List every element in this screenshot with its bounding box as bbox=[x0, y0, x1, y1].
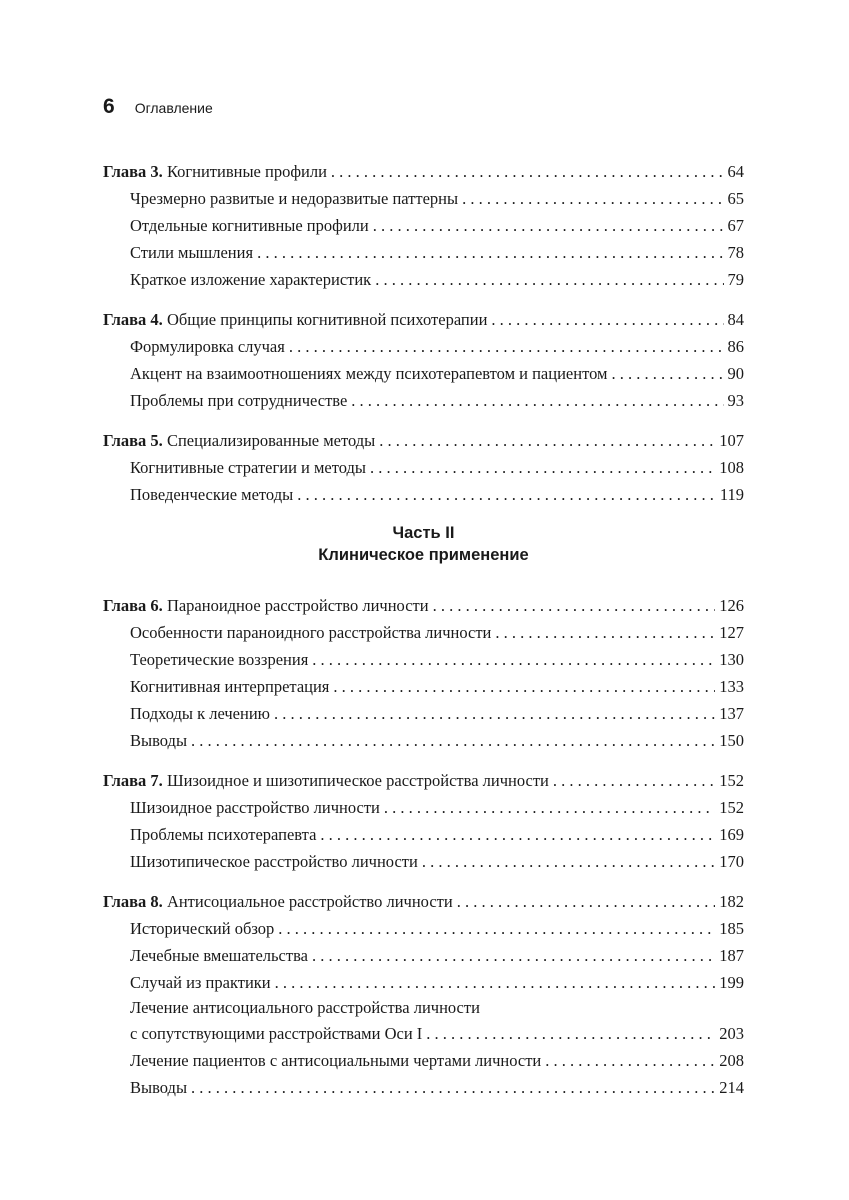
toc-chapter-entry[interactable] bbox=[103, 158, 744, 185]
toc-section-entry[interactable] bbox=[103, 1020, 744, 1047]
page-ref: 93 bbox=[727, 391, 744, 410]
section-title: Случай из практики bbox=[130, 973, 271, 992]
chapter-label: Глава 8. bbox=[103, 892, 163, 911]
toc-part-one-chapters bbox=[103, 158, 744, 508]
leader-dots bbox=[375, 266, 723, 293]
page-ref: 187 bbox=[719, 946, 744, 965]
leader-dots bbox=[297, 481, 716, 508]
section-title: Шизотипическое расстройство личности bbox=[130, 852, 418, 871]
chapter-label: Глава 6. bbox=[103, 596, 163, 615]
page-ref: 185 bbox=[719, 919, 744, 938]
leader-dots bbox=[545, 1047, 715, 1074]
chapter-label: Глава 3. bbox=[103, 162, 163, 181]
section-title: Отдельные когнитивные профили bbox=[130, 216, 369, 235]
leader-dots bbox=[351, 387, 723, 414]
leader-dots bbox=[257, 239, 723, 266]
toc-chapter bbox=[103, 888, 744, 1101]
section-title: Выводы bbox=[130, 1078, 188, 1097]
section-title: Когнитивные стратегии и методы bbox=[130, 458, 366, 477]
leader-dots bbox=[611, 360, 723, 387]
page-ref: 169 bbox=[719, 825, 744, 844]
section-title: Стили мышления bbox=[130, 243, 254, 262]
section-title: Шизоидное расстройство личности bbox=[130, 798, 380, 817]
leader-dots bbox=[320, 821, 715, 848]
leader-dots bbox=[379, 427, 715, 454]
section-title: Лечебные вмешательства bbox=[130, 946, 308, 965]
toc-chapter bbox=[103, 427, 744, 508]
page-ref: 208 bbox=[719, 1051, 744, 1070]
leader-dots bbox=[333, 673, 715, 700]
page-ref: 137 bbox=[719, 704, 744, 723]
toc-section-entry[interactable] bbox=[103, 333, 744, 360]
toc-chapter bbox=[103, 592, 744, 754]
page-ref: 203 bbox=[719, 1024, 744, 1043]
leader-dots bbox=[312, 646, 715, 673]
toc-section-entry[interactable] bbox=[103, 794, 744, 821]
page-ref: 108 bbox=[719, 458, 744, 477]
section-title: Подходы к лечению bbox=[130, 704, 270, 723]
toc-section-entry[interactable] bbox=[103, 1074, 744, 1101]
section-title: Теоретические воззрения bbox=[130, 650, 309, 669]
leader-dots bbox=[278, 915, 715, 942]
chapter-title: Когнитивные профили bbox=[166, 162, 327, 181]
page-ref: 64 bbox=[727, 162, 744, 181]
section-title: Проблемы психотерапевта bbox=[130, 825, 317, 844]
table-of-contents bbox=[103, 158, 744, 1114]
page-ref: 152 bbox=[719, 798, 744, 817]
toc-section-entry[interactable] bbox=[103, 239, 744, 266]
page-ref: 214 bbox=[719, 1078, 744, 1097]
toc-section-title-line: Лечение антисоциального расстройства личности bbox=[130, 998, 480, 1017]
part-number: Часть II bbox=[392, 524, 455, 542]
page-ref: 67 bbox=[727, 216, 744, 235]
page-ref: 107 bbox=[719, 431, 744, 450]
toc-chapter bbox=[103, 767, 744, 875]
leader-dots bbox=[495, 619, 715, 646]
page-ref: 152 bbox=[719, 771, 744, 790]
leader-dots bbox=[191, 1074, 715, 1101]
page-ref: 182 bbox=[719, 892, 744, 911]
toc-section-entry[interactable] bbox=[103, 481, 744, 508]
leader-dots bbox=[433, 592, 716, 619]
page-ref: 65 bbox=[727, 189, 744, 208]
leader-dots bbox=[491, 306, 723, 333]
page-ref: 90 bbox=[727, 364, 744, 383]
toc-chapter-entry[interactable] bbox=[103, 592, 744, 619]
section-title: Формулировка случая bbox=[130, 337, 285, 356]
page-ref: 119 bbox=[719, 485, 744, 504]
leader-dots bbox=[331, 158, 724, 185]
chapter-title: Специализированные методы bbox=[166, 431, 376, 450]
section-title: Чрезмерно развитые и недоразвитые паттерны bbox=[130, 189, 459, 208]
page-ref: 79 bbox=[727, 270, 744, 289]
toc-section-entry[interactable] bbox=[103, 942, 744, 969]
leader-dots bbox=[370, 454, 715, 481]
toc-chapter-entry[interactable] bbox=[103, 767, 744, 794]
toc-section-entry[interactable] bbox=[103, 619, 744, 646]
chapter-title: Шизоидное и шизотипическое расстройства личности bbox=[166, 771, 549, 790]
page-ref: 133 bbox=[719, 677, 744, 696]
running-title: Оглавление bbox=[134, 100, 213, 116]
section-title: Поведенческие методы bbox=[130, 485, 294, 504]
leader-dots bbox=[191, 727, 715, 754]
section-title: Особенности параноидного расстройства личности bbox=[130, 623, 492, 642]
toc-section-entry[interactable] bbox=[103, 646, 744, 673]
page-ref: 78 bbox=[727, 243, 744, 262]
section-title: Акцент на взаимоотношениях между психотерапевтом и пациентом bbox=[130, 364, 608, 383]
section-title: с сопутствующими расстройствами Оси I bbox=[130, 1024, 423, 1043]
toc-section-entry[interactable] bbox=[103, 454, 744, 481]
toc-chapter-entry[interactable] bbox=[103, 306, 744, 333]
page-number: 6 bbox=[103, 95, 115, 118]
toc-section-entry[interactable] bbox=[103, 387, 744, 414]
leader-dots bbox=[426, 1020, 715, 1047]
page-ref: 150 bbox=[719, 731, 744, 750]
toc-section-entry[interactable] bbox=[103, 848, 744, 875]
page-ref: 126 bbox=[719, 596, 744, 615]
chapter-title: Антисоциальное расстройство личности bbox=[166, 892, 453, 911]
page-header bbox=[103, 95, 213, 119]
leader-dots bbox=[312, 942, 715, 969]
toc-chapter-entry[interactable] bbox=[103, 888, 744, 915]
leader-dots bbox=[553, 767, 715, 794]
toc-part-two-chapters bbox=[103, 592, 744, 1101]
chapter-title: Общие принципы когнитивной психотерапии bbox=[166, 310, 488, 329]
toc-chapter bbox=[103, 306, 744, 414]
chapter-label: Глава 4. bbox=[103, 310, 163, 329]
toc-section-entry[interactable] bbox=[103, 185, 744, 212]
section-title: Выводы bbox=[130, 731, 188, 750]
toc-section-entry[interactable] bbox=[103, 360, 744, 387]
toc-section-entry[interactable] bbox=[103, 1047, 744, 1074]
toc-section-entry[interactable] bbox=[103, 915, 744, 942]
section-title: Краткое изложение характеристик bbox=[130, 270, 372, 289]
section-title: Лечение пациентов с антисоциальными чертами личности bbox=[130, 1051, 542, 1070]
section-title: Проблемы при сотрудничестве bbox=[130, 391, 348, 410]
page-ref: 84 bbox=[727, 310, 744, 329]
page-ref: 199 bbox=[719, 973, 744, 992]
toc-section-entry[interactable] bbox=[103, 266, 744, 293]
toc-section-entry[interactable] bbox=[103, 212, 744, 239]
page-ref: 86 bbox=[727, 337, 744, 356]
leader-dots bbox=[274, 700, 715, 727]
leader-dots bbox=[373, 212, 724, 239]
page-ref: 170 bbox=[719, 852, 744, 871]
page-ref: 127 bbox=[719, 623, 744, 642]
toc-section-entry[interactable] bbox=[103, 821, 744, 848]
leader-dots bbox=[457, 888, 716, 915]
leader-dots bbox=[462, 185, 723, 212]
page-ref: 130 bbox=[719, 650, 744, 669]
leader-dots bbox=[275, 969, 716, 996]
toc-section-entry[interactable] bbox=[103, 700, 744, 727]
toc-section-entry[interactable] bbox=[103, 673, 744, 700]
toc-section-entry[interactable] bbox=[103, 969, 744, 996]
part-heading bbox=[103, 522, 744, 566]
toc-chapter bbox=[103, 158, 744, 293]
toc-section-entry[interactable] bbox=[103, 727, 744, 754]
leader-dots bbox=[384, 794, 715, 821]
chapter-label: Глава 5. bbox=[103, 431, 163, 450]
leader-dots bbox=[289, 333, 724, 360]
chapter-label: Глава 7. bbox=[103, 771, 163, 790]
part-title: Клиническое применение bbox=[318, 546, 529, 564]
toc-chapter-entry[interactable] bbox=[103, 427, 744, 454]
section-title: Исторический обзор bbox=[130, 919, 275, 938]
section-title: Когнитивная интерпретация bbox=[130, 677, 330, 696]
leader-dots bbox=[422, 848, 715, 875]
chapter-title: Параноидное расстройство личности bbox=[166, 596, 429, 615]
